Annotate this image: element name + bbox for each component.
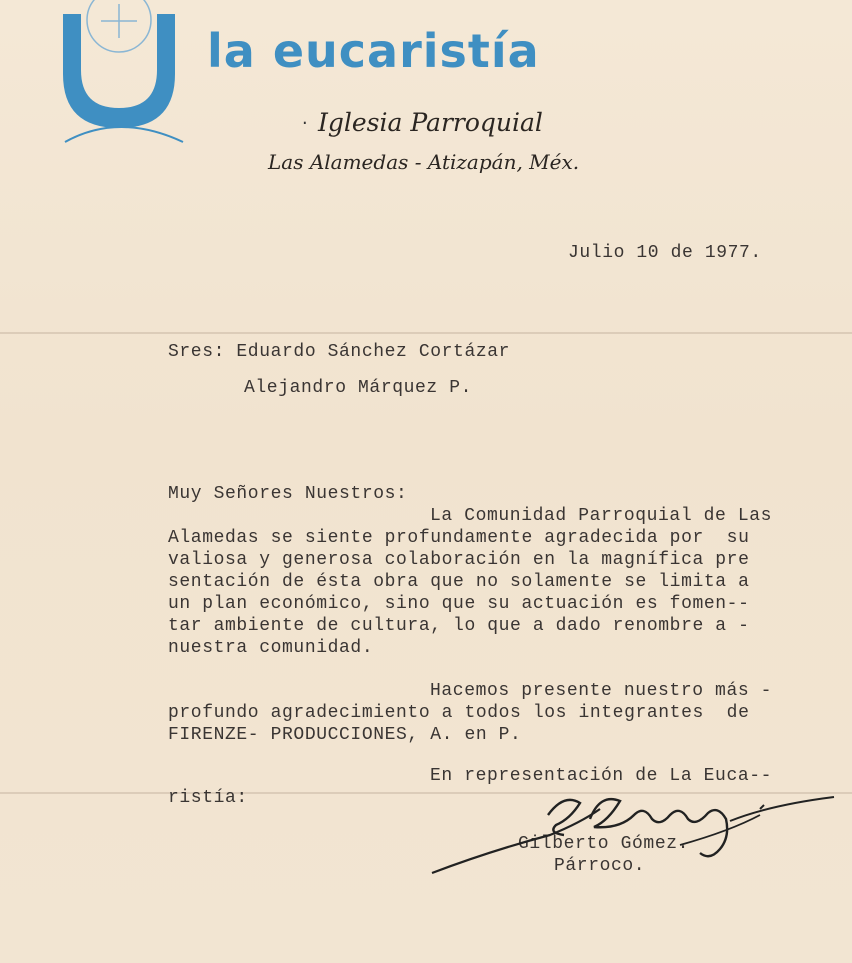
fold-line (0, 332, 852, 334)
signer-name: Gilberto Gómez. (518, 834, 690, 854)
body-line: un plan económico, sino que su actuación es fomen-- (168, 594, 750, 614)
church-logo-icon (55, 0, 195, 150)
body-line: nuestra comunidad. (168, 638, 374, 658)
letter-date: Julio 10 de 1977. (568, 243, 762, 263)
letterhead-subtitle: Iglesia Parroquial (318, 108, 543, 137)
body-line: Hacemos presente nuestro más - (430, 681, 773, 701)
body-line: sentación de ésta obra que no solamente se limita a (168, 572, 750, 592)
salutation: Muy Señores Nuestros: (168, 484, 408, 504)
recipient-line: Alejandro Márquez P. (244, 378, 473, 398)
body-line: La Comunidad Parroquial de Las (430, 506, 773, 526)
letterhead-address: Las Alamedas - Atizapán, Méx. (268, 150, 580, 174)
recipient-line: Sres: Eduardo Sánchez Cortázar (168, 342, 511, 362)
body-line: En representación de La Euca-- (430, 766, 773, 786)
body-line: Alamedas se siente profundamente agradecida por su (168, 528, 750, 548)
brand-title: la eucaristía (207, 24, 540, 78)
body-line: FIRENZE- PRODUCCIONES, A. en P. (168, 725, 522, 745)
handwritten-signature-icon (430, 775, 840, 885)
body-line: tar ambiente de cultura, lo que a dado renombre a - (168, 616, 750, 636)
body-line: profundo agradecimiento a todos los integrantes de (168, 703, 750, 723)
body-line: valiosa y generosa colaboración en la magnífica pre (168, 550, 750, 570)
ornament-dot: · (300, 114, 310, 132)
signer-title: Párroco. (554, 856, 646, 876)
body-line: ristía: (168, 788, 248, 808)
